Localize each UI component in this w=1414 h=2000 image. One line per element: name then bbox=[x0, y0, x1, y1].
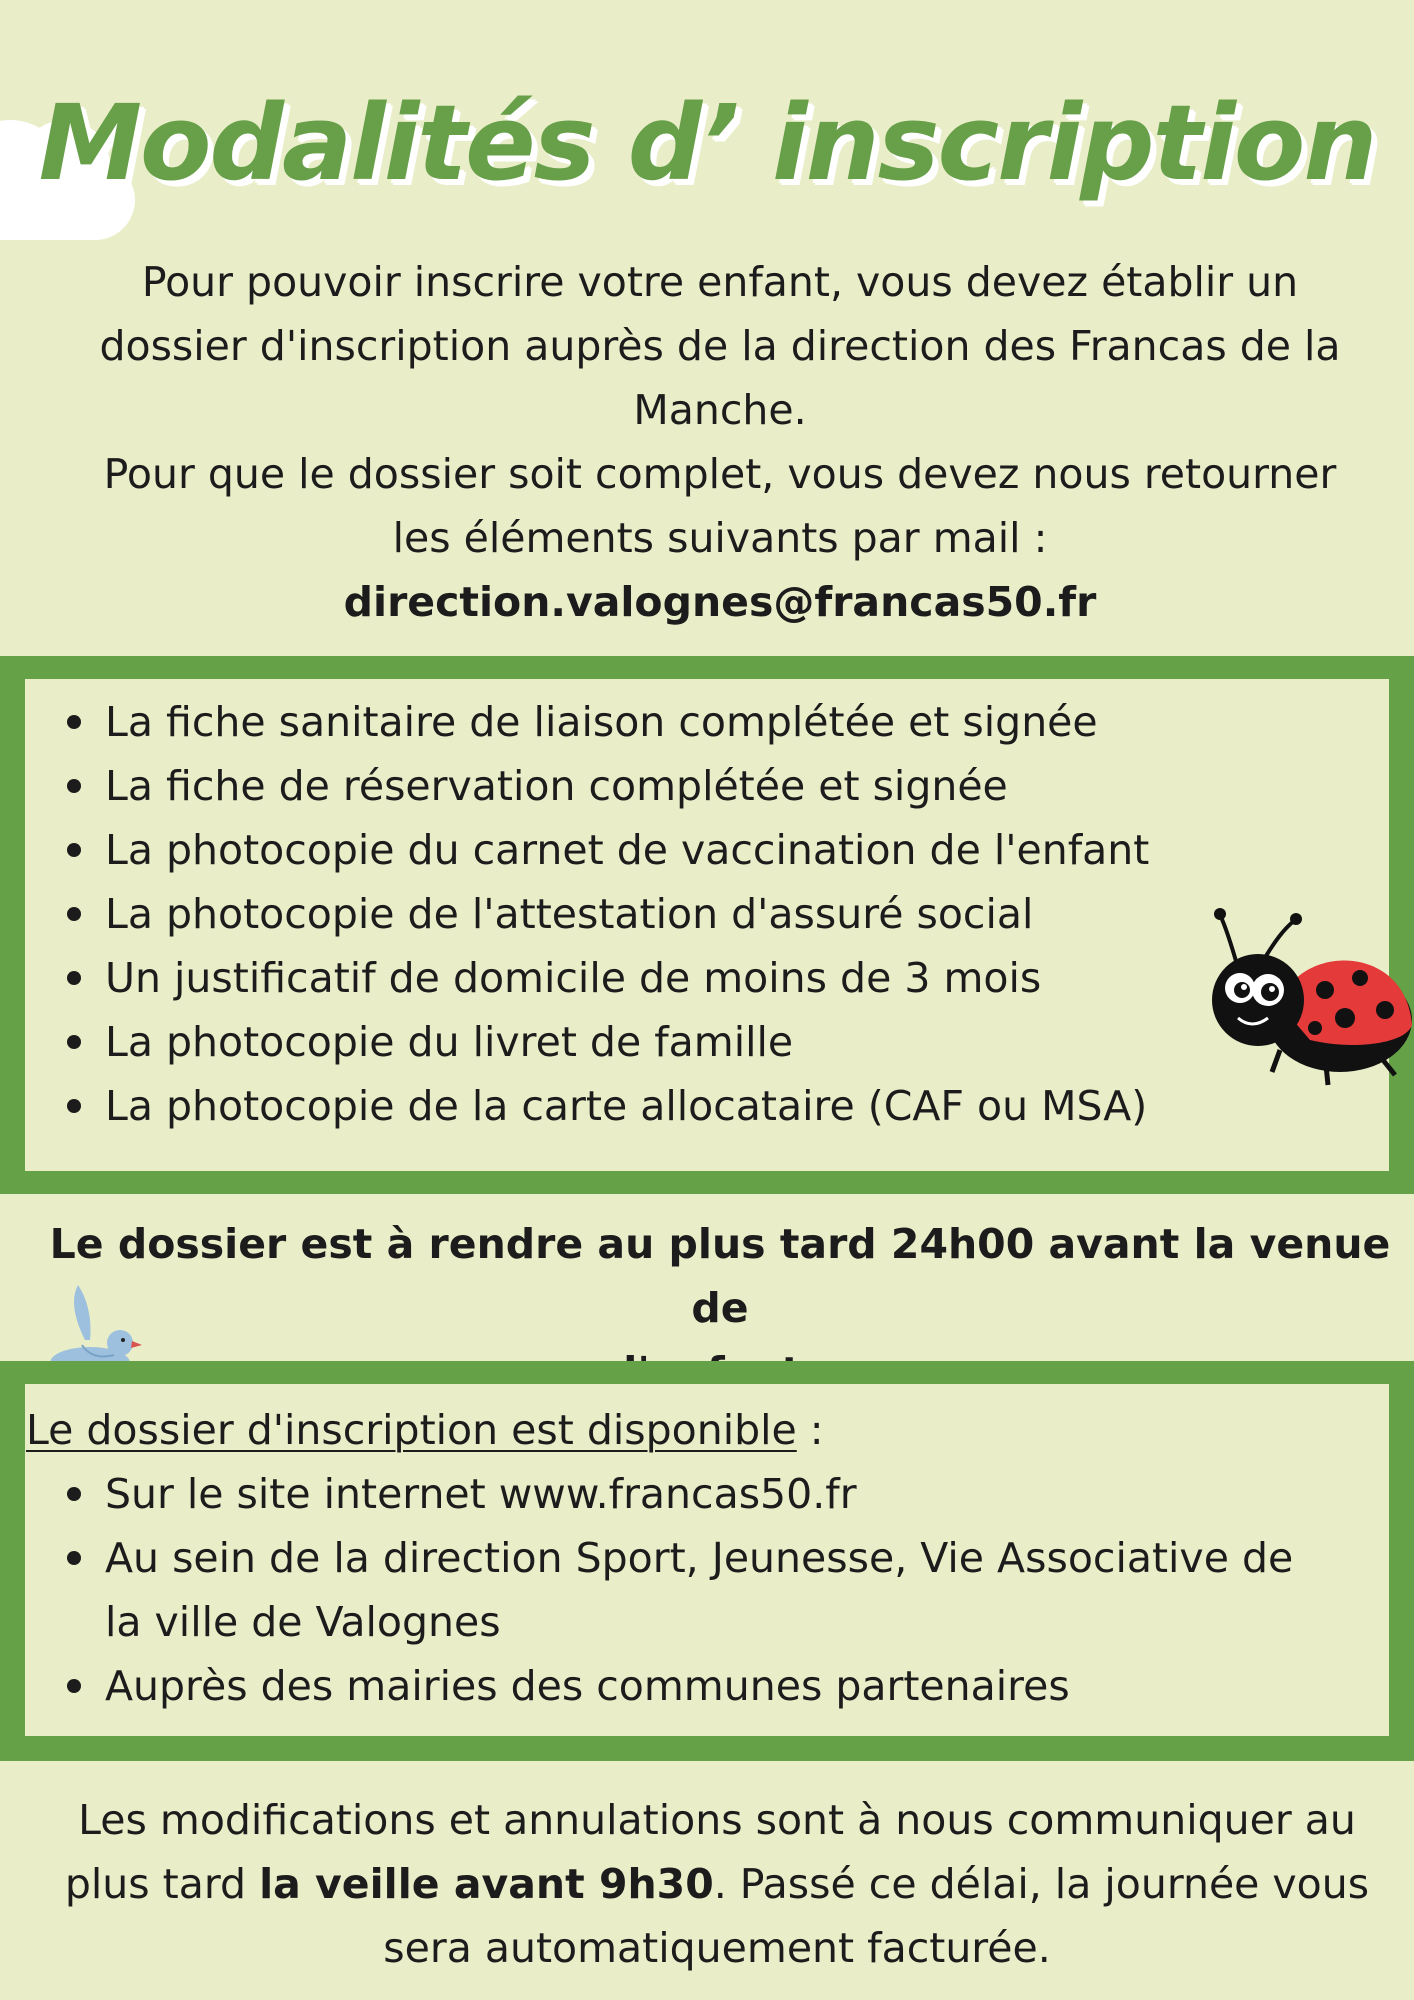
list-item: Sur le site internet www.francas50.fr bbox=[65, 1462, 1389, 1526]
footer-line: Les modifications et annulations sont à nous communiquer au bbox=[78, 1796, 1356, 1844]
footer-notice bbox=[20, 1788, 1414, 1980]
documents-box-inner bbox=[25, 679, 1389, 1171]
list-item: La photocopie de l'attestation d'assuré social bbox=[65, 882, 1389, 946]
availability-box-inner bbox=[25, 1384, 1389, 1736]
list-item: La fiche sanitaire de liaison complétée et signée bbox=[65, 690, 1389, 754]
footer-line: sera automatiquement facturée. bbox=[383, 1924, 1051, 1972]
list-item: La fiche de réservation complétée et signée bbox=[65, 754, 1389, 818]
documents-list bbox=[65, 690, 1389, 1138]
availability-heading-colon: : bbox=[796, 1406, 824, 1454]
intro-line: les éléments suivants par mail : bbox=[392, 514, 1048, 562]
intro-line: Manche. bbox=[633, 386, 807, 434]
deadline-line: Le dossier est à rendre au plus tard 24h00 avant la venue de bbox=[49, 1220, 1391, 1332]
ladybug-icon bbox=[1200, 900, 1414, 1100]
footer-line: plus tard bbox=[64, 1860, 260, 1908]
intro-line: Pour pouvoir inscrire votre enfant, vous devez établir un bbox=[141, 258, 1299, 306]
intro-line: Pour que le dossier soit complet, vous devez nous retourner bbox=[103, 450, 1337, 498]
list-item-continuation-text: la ville de Valognes bbox=[105, 1598, 501, 1646]
footer-bold-deadline: la veille avant 9h30 bbox=[259, 1860, 714, 1908]
availability-heading bbox=[26, 1398, 824, 1462]
list-item: La photocopie du livret de famille bbox=[65, 1010, 1389, 1074]
list-item: Auprès des mairies des communes partenaires bbox=[65, 1654, 1389, 1718]
intro-text bbox=[30, 250, 1410, 634]
contact-email: direction.valognes@francas50.fr bbox=[343, 578, 1097, 626]
list-item: Au sein de la direction Sport, Jeunesse, Vie Associative de bbox=[65, 1526, 1389, 1590]
list-item: La photocopie de la carte allocataire (CAF ou MSA) bbox=[65, 1074, 1389, 1138]
list-item-continuation bbox=[65, 1590, 1389, 1654]
intro-line: dossier d'inscription auprès de la direction des Francas de la bbox=[99, 322, 1341, 370]
availability-heading-text: Le dossier d'inscription est disponible bbox=[26, 1406, 797, 1454]
footer-line: . Passé ce délai, la journée vous bbox=[713, 1860, 1370, 1908]
page-title: Modalités d’ inscription bbox=[38, 82, 1376, 204]
list-item: Un justificatif de domicile de moins de 3 mois bbox=[65, 946, 1389, 1010]
availability-box bbox=[0, 1361, 1414, 1761]
availability-list bbox=[65, 1462, 1389, 1718]
list-item: La photocopie du carnet de vaccination de l'enfant bbox=[65, 818, 1389, 882]
